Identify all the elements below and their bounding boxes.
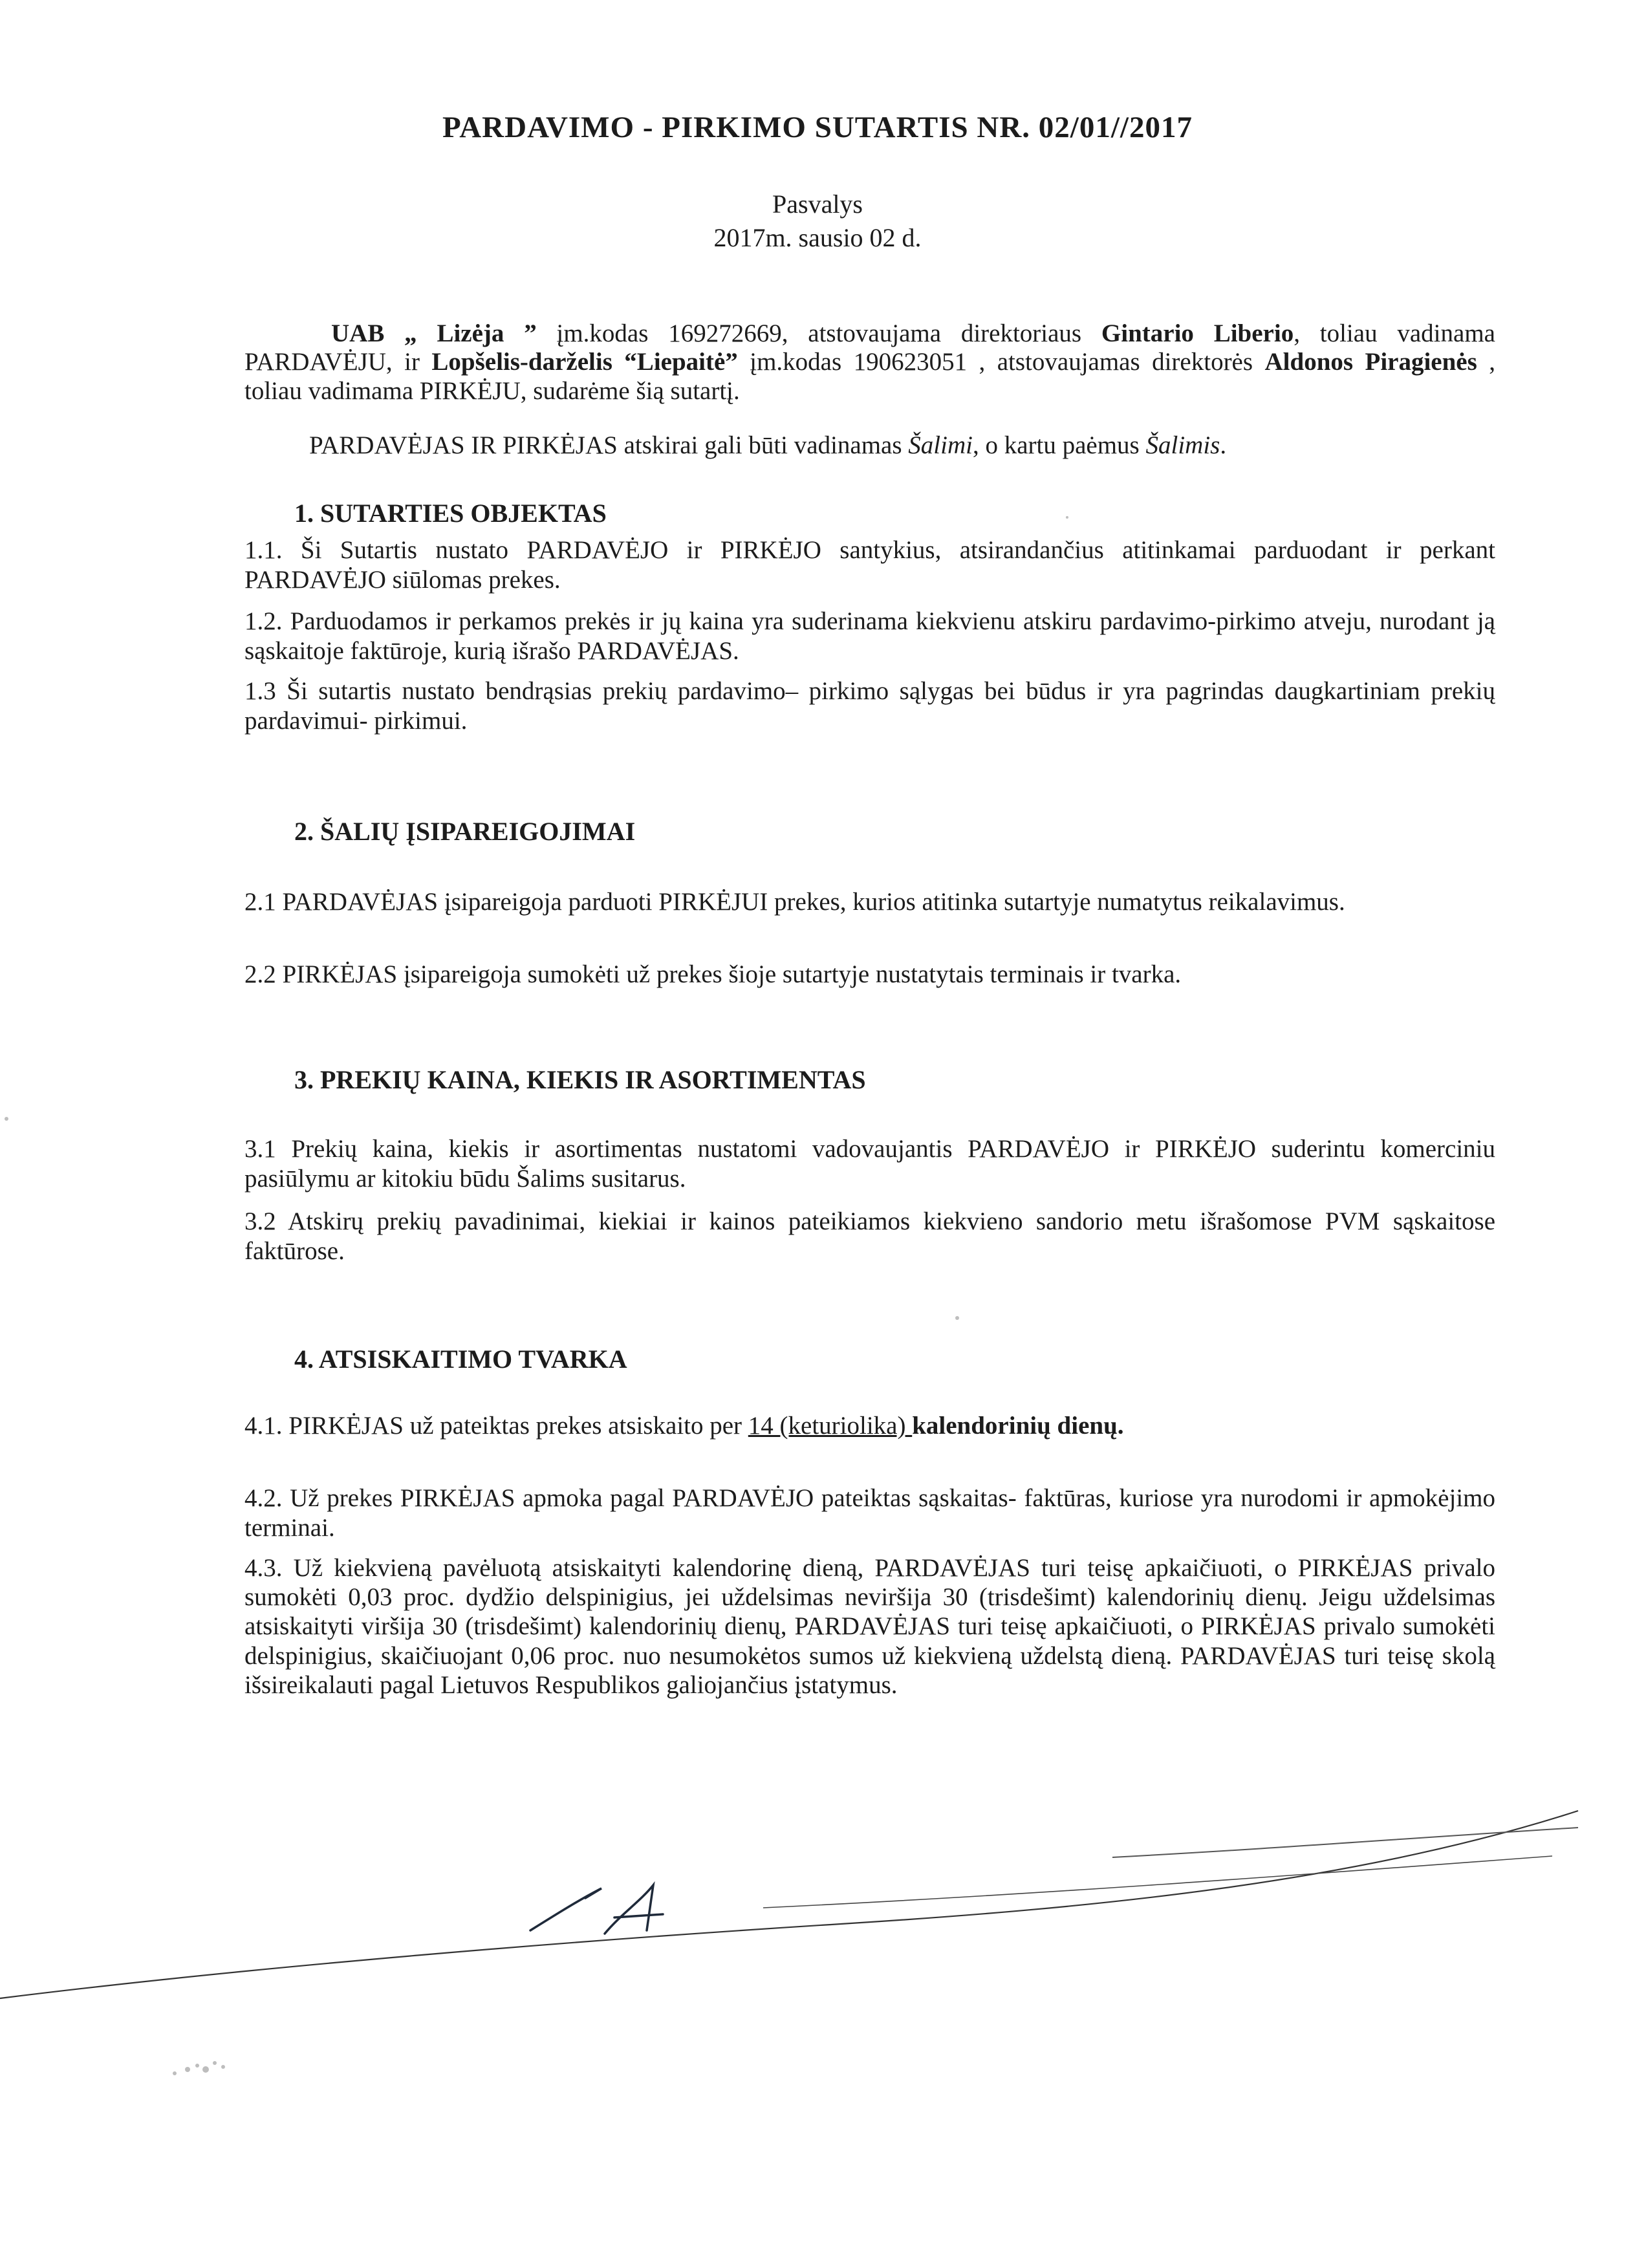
payment-days: 14 (keturiolika) bbox=[748, 1412, 913, 1440]
intro-text-2: , toliau vadinama PARDAVĖJU, ir bbox=[244, 319, 1495, 376]
signature-line-long bbox=[0, 1811, 1578, 1998]
signature-mark bbox=[530, 1885, 663, 1934]
section-1-heading: 1. SUTARTIES OBJEKTAS bbox=[294, 499, 607, 528]
seller-name: UAB „ Lizėja ” bbox=[331, 319, 537, 347]
place: Pasvalys bbox=[772, 189, 863, 219]
clause-1-2: 1.2. Parduodamos ir perkamos prekės ir jų kaina yra suderinama kiekvienu atskiru pardavimo-pirkimo atveju, nurodant ją sąskaitoje faktūroje, kurią išrašo PARDAVĖJAS. bbox=[244, 607, 1495, 665]
parties-text-3: . bbox=[1220, 431, 1227, 459]
clause-3-2: 3.2 Atskirų prekių pavadinimai, kiekiai ir kainos pateikiamos kiekvieno sandorio metu išrašomose PVM sąskaitose faktūrose. bbox=[244, 1207, 1495, 1266]
signature-line-middle bbox=[763, 1856, 1552, 1908]
clause-4-1-prefix: 4.1. PIRKĖJAS už pateiktas prekes atsiskaito per bbox=[244, 1412, 748, 1440]
section-4-heading: 4. ATSISKAITIMO TVARKA bbox=[294, 1345, 627, 1374]
intro-text-1: įm.kodas 169272669, atstovaujama direktoriaus bbox=[536, 319, 1101, 347]
page-title: PARDAVIMO - PIRKIMO SUTARTIS NR. 02/01//2017 bbox=[442, 111, 1193, 144]
parties-text-2: , o kartu paėmus bbox=[972, 431, 1146, 459]
section-3-heading: 3. PREKIŲ KAINA, KIEKIS IR ASORTIMENTAS bbox=[294, 1065, 866, 1094]
section-2-heading: 2. ŠALIŲ ĮSIPAREIGOJIMAI bbox=[294, 817, 636, 846]
parties-text-1: PARDAVĖJAS IR PIRKĖJAS atskirai gali būti vadinamas bbox=[309, 431, 909, 459]
scan-smudge bbox=[5, 516, 1068, 2075]
clause-1-1: 1.1. Ši Sutartis nustato PARDAVĖJO ir PIRKĖJO santykius, atsirandančius atitinkamai parduodant ir perkant PARDAVĖJO siūlomas prekes. bbox=[244, 536, 1495, 594]
date: 2017m. sausio 02 d. bbox=[713, 223, 922, 252]
clause-2-2: 2.2 PIRKĖJAS įsipareigoja sumokėti už prekes šioje sutartyje nustatytais terminais ir tvarka. bbox=[244, 960, 1182, 988]
clause-4-2: 4.2. Už prekes PIRKĖJAS apmoka pagal PARDAVĖJO pateiktas sąskaitas- faktūras, kuriose yra nurodomi ir apmokėjimo terminai. bbox=[244, 1484, 1495, 1542]
seller-director: Gintario Liberio bbox=[1101, 319, 1294, 347]
intro-text-4: , toliau vadimama PIRKĖJU, sudarėme šią sutartį. bbox=[244, 348, 1495, 405]
payment-days-suffix: kalendorinių dienų. bbox=[912, 1412, 1124, 1440]
salimi-term: Šalimi bbox=[908, 431, 973, 459]
clause-3-1: 3.1 Prekių kaina, kiekis ir asortimentas nustatomi vadovaujantis PARDAVĖJO ir PIRKĖJO suderintu komerciniu pasiūlymu ar kitokiu būdu Šalims susitarus. bbox=[244, 1135, 1495, 1193]
buyer-name: Lopšelis-darželis “Liepaitė” bbox=[431, 348, 738, 376]
signature-line-upper bbox=[1112, 1828, 1578, 1857]
intro-text-3: įm.kodas 190623051 , atstovaujamas direktorės bbox=[737, 348, 1265, 376]
clause-1-3: 1.3 Ši sutartis nustato bendrąsias prekių pardavimo– pirkimo sąlygas bei būdus ir yra pagrindas daugkartiniam prekių pardavimui- pirkimui. bbox=[244, 677, 1495, 735]
buyer-director: Aldonos Piragienės bbox=[1264, 348, 1477, 376]
salimis-term: Šalimis bbox=[1145, 431, 1220, 459]
clause-2-1-text: 2.1 PARDAVĖJAS įsipareigoja parduoti PIRKĖJUI prekes, kurios atitinka sutartyje numatytus reikalavimus. bbox=[244, 888, 1345, 916]
clause-4-3: 4.3. Už kiekvieną pavėluotą atsiskaityti kalendorinę dieną, PARDAVĖJAS turi teisę apkaičiuoti, o PIRKĖJAS privalo sumokėti 0,03 proc. dydžio delspinigius, jei uždelsimas neviršija 30 (trisdešimt) kalendorinių dienų. Jeigu uždelsimas atsiskaityti viršija 30 (trisdešimt) kalendorinių dienų, PARDAVĖJAS turi teisę apkaičiuoti, o PIRKĖJAS privalo sumokėti delspinigius, skaičiuojant 0,06 proc. nuo nesumokėtos sumos už kiekvieną uždelstą dieną. PARDAVĖJAS turi teisę skolą išsireikalauti pagal Lietuvos Respublikos galiojančius įstatymus. bbox=[244, 1554, 1495, 1699]
